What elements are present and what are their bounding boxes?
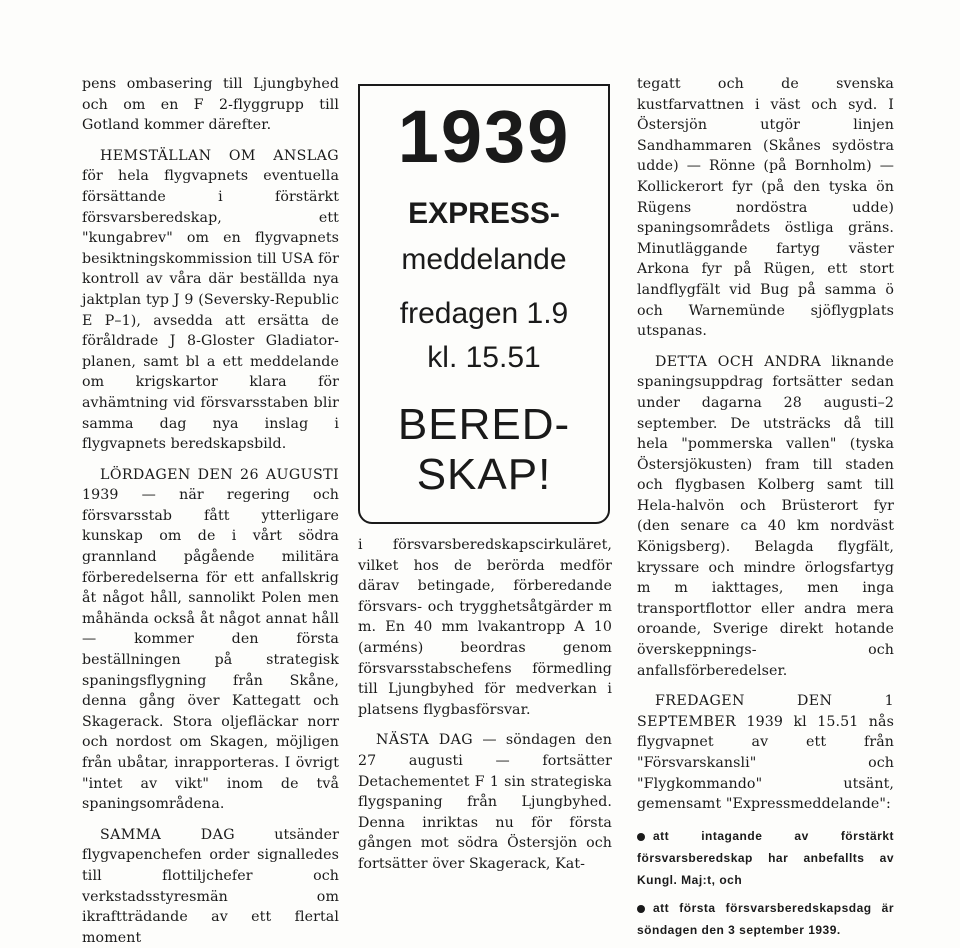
paragraph [637,691,894,815]
paragraph-lead: FREDAGEN DEN 1 SEPTEMBER [637,693,894,730]
paragraph: pens ombasering till Ljungbyhed och om en F 2-flyggrupp till Gotland kommer därefter. [82,76,339,134]
paragraph-body: — söndagen den 27 augusti — fortsätter Detachementet F 1 sin strategiska flygspaning från Ljungbyhed. Denna inriktas nu för första gången mot södra Östersjön och fortsätter över Skagerack, Kat- [358,732,612,872]
paragraph-body: för hela flygvapnets eventuella försättande i förstärkt försvarsberedskap, ett "kungabrev" om en flygvapnets besiktningskommission till USA för kontroll av våra där beställda nya jaktplan typ J 9 (Seversky-Republic E P–1), avsedda att ersätta de föråldrade J 8-Gloster Gladiator-planen, samt bl a ett meddelande om krigskartor klara för avhämtning vid försvarsstaben blir samma dag nya inslag i flygvapnets beredskapsbild. [82,168,339,453]
box-line-bered: BERED- [397,400,571,449]
paragraph-body: 1939 kl 15.51 nås flygvapnet av ett från "Försvarskansli" och "Flygkommando" utsänt, gemensamt "Expressmeddelande": [637,713,894,813]
paragraph [82,825,339,948]
box-year: 1939 [397,95,571,178]
paragraph [358,730,612,874]
box-line-skap: SKAP! [416,450,552,499]
text-column-left [82,74,339,948]
box-line-express: EXPRESS- [408,197,560,230]
paragraph-body: utsänder flygvapenchefen order signalledes till flottiljchefer och verkstadsstyresmän om ikraftträdande av ett flertal moment [82,826,339,946]
text-column-middle [358,535,612,875]
paragraph: i försvarsberedskapscirkuläret, vilket hos de berörda medför därav betingade, förberedande försvars- och trygghetsåtgärder m m. En 40 mm lvakantropp A 10 (arméns) beordras genom försvarsstabschefens förmedling till Ljungbyhed för medverkan i platsens flygbasförsvar. [358,537,612,718]
paragraph [637,352,894,682]
bullet-icon [637,905,645,913]
paragraph-lead: LÖRDAGEN DEN 26 AUGUSTI [100,466,339,483]
box-line-meddelande: meddelande [401,243,567,276]
express-message-box [358,84,610,524]
paragraph-body: 1939 — när regering och försvarsstab fått ytterligare kunskap om de i vårt södra grannland pågående militära förberedelserna för ett anfallskrig åt något håll, sannolikt Polen men måhända också åt något annat håll — kommer den första beställningen på strategisk spaningsflygning från Skåne, denna gång över Kattegatt och Skagerack. Stora oljefläckar norr och nordost om Skagen, möjligen från ubåtar, inrapporteras. I övrigt "intet av vikt" inom de två spaningsområdena. [82,487,339,813]
bullet-item [637,897,894,941]
bullet-text: att intagande av förstärkt försvarsberedskap har anbefallts av Kungl. Maj:t, och [637,828,894,887]
paragraph-lead: NÄSTA DAG [376,732,474,749]
paragraph-lead: DETTA OCH ANDRA [655,353,822,370]
paragraph [82,465,339,815]
paragraph [82,146,339,455]
paragraph-body: liknande spaningsuppdrag fortsätter sedan under dagarna 28 augusti–2 september. De utsträcks då till hela "pommerska vallen" (tyska Östersjökusten) fram till staden och flygbasen Kolberg samt till Hela-halvön och Brüsterort fyr (den senare ca 40 km nordväst Königsberg). Belagda flygfält, kryssare och mindre örlogsfartyg m m iakttages, men inga transportflottor eller andra mera oroande, Sverige direkt hotande överskeppnings- och anfallsförberedelser. [637,353,894,679]
box-line-date: fredagen 1.9 [399,297,569,330]
bullet-icon [637,833,645,841]
paragraph: tegatt och de svenska kustfarvattnen i väst och syd. I Östersjön utgör linjen Sandhammaren (Skånes sydöstra udde) — Rönne (på Bornholm) — Kollickerort fyr (på den tyska ön Rügens nordöstra udde) spaningsområdets östliga gräns. Minutläggande fartyg väster Arkona fyr på Rügen, ett stort landflygfält vid Bug på samma ö och Warnemünde sjöflygplats utspanas. [637,76,894,340]
paragraph-lead: SAMMA DAG [100,826,235,843]
box-line-time: kl. 15.51 [427,341,541,374]
bullet-text: att första försvarsberedskapsdag är söndagen den 3 september 1939. [637,900,894,937]
paragraph-lead: HEMSTÄLLAN OM ANSLAG [100,147,339,164]
text-column-right [637,74,894,941]
